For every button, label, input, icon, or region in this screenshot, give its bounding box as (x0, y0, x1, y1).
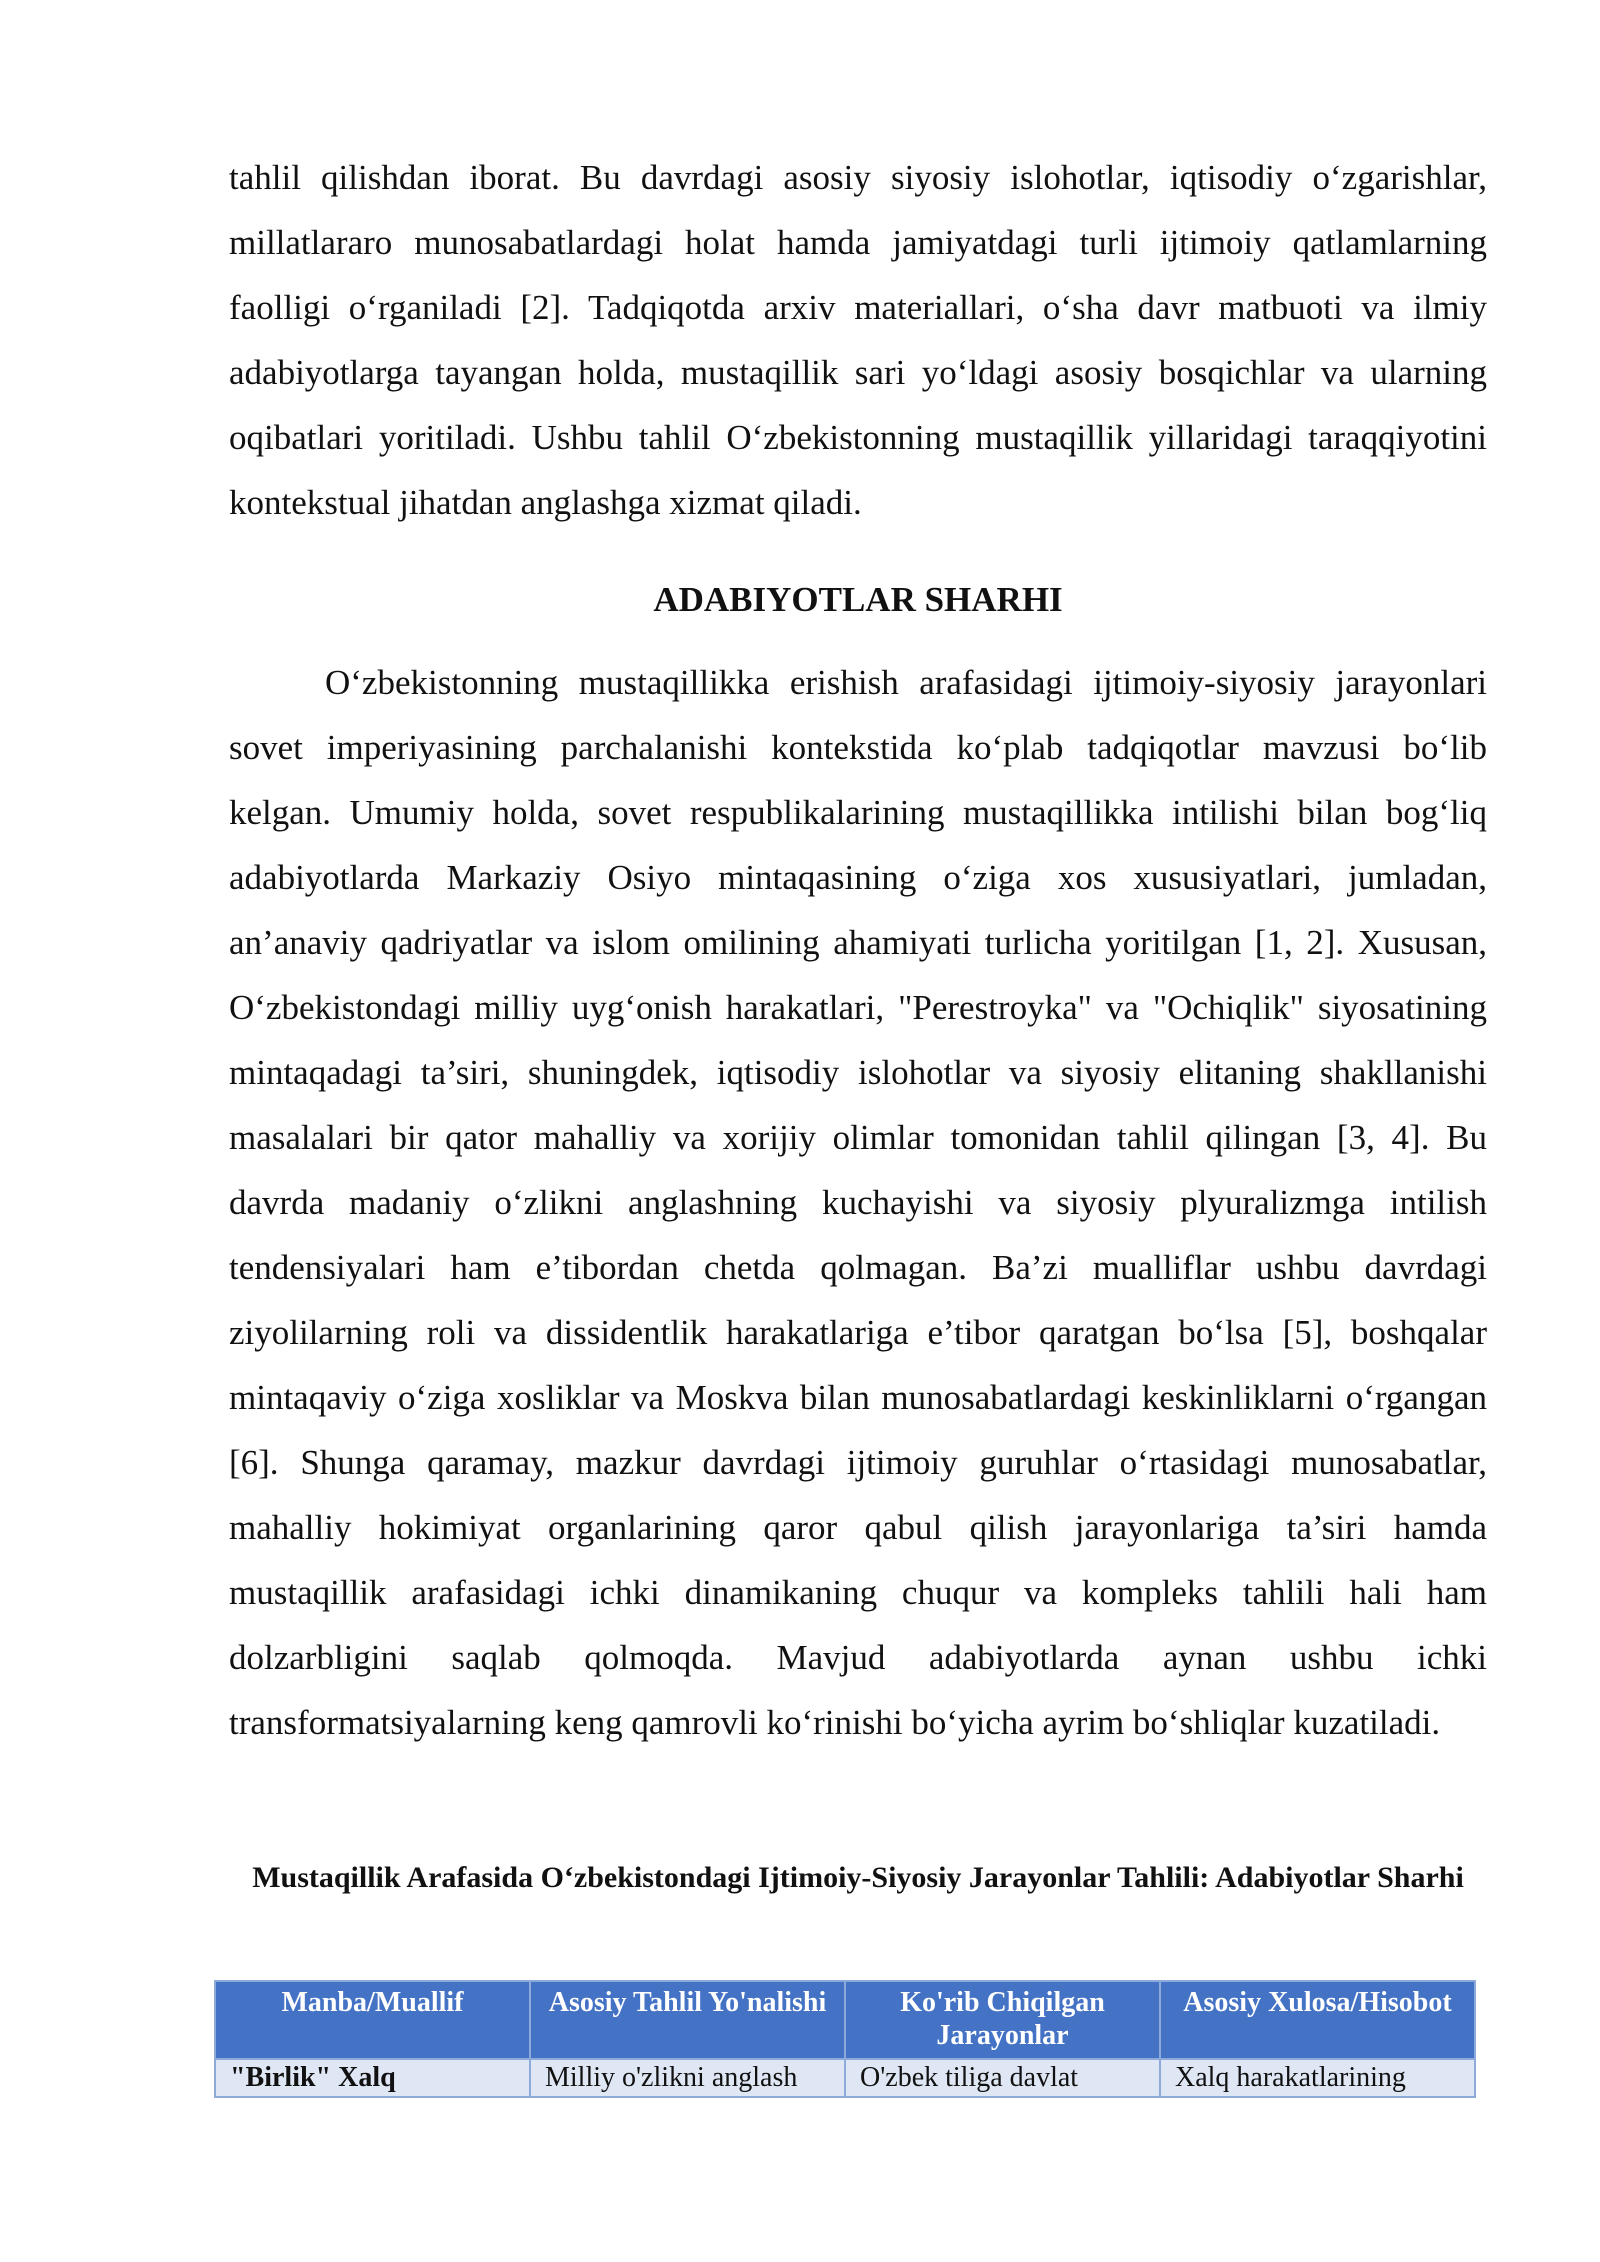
review-paragraph: Oʻzbekistonning mustaqillikka erishish arafasidagi ijtimoiy-siyosiy jarayonlari sovet imperiyasining parchalanishi kontekstida koʻplab tadqiqotlar mavzusi boʻlib kelgan. Umumiy holda, sovet respublikalarining mustaqillikka intilishi bilan bogʻliq adabiyotlarda Markaziy Osiyo mintaqasining oʻziga xos xususiyatlari, jumladan, an’anaviy qadriyatlar va islom omilining ahamiyati turlicha yoritilgan [1, 2]. Xususan, Oʻzbekistondagi milliy uygʻonish harakatlari, "Perestroyka" va "Ochiqlik" siyosatining mintaqadagi ta’siri, shuningdek, iqtisodiy islohotlar va siyosiy elitaning shakllanishi masalalari bir qator mahalliy va xorijiy olimlar tomonidan tahlil qilingan [3, 4]. Bu davrda madaniy oʻzlikni anglashning kuchayishi va siyosiy plyuralizmga intilish tendensiyalari ham e’tibordan chetda qolmagan. Ba’zi mualliflar ushbu davrdagi ziyolilarning roli va dissidentlik harakatlariga e’tibor qaratgan boʻlsa [5], boshqalar mintaqaviy oʻziga xosliklar va Moskva bilan munosabatlardagi keskinliklarni oʻrgangan [6]. Shunga qaramay, mazkur davrdagi ijtimoiy guruhlar oʻrtasidagi munosabatlar, mahalliy hokimiyat organlarining qaror qabul qilish jarayonlariga ta’siri hamda mustaqillik arafasidagi ichki dinamikaning chuqur va kompleks tahlili hali ham dolzarbligini saqlab qolmoqda. Mavjud adabiyotlarda aynan ushbu ichki transformatsiyalarning keng qamrovli koʻrinishi boʻyicha ayrim boʻshliqlar kuzatiladi. (229, 663, 1487, 1742)
table-cell: Xalq harakatlarining (1160, 2059, 1475, 2097)
header-main-analysis-direction: Asosiy Tahlil Yo'nalishi (530, 1981, 845, 2059)
header-processes-reviewed: Ko'rib Chiqilgan Jarayonlar (845, 1981, 1160, 2059)
table-header-row (215, 1981, 1475, 2059)
table-row (215, 2059, 1475, 2097)
review-paragraph-block (229, 650, 1487, 1755)
header-main-conclusion: Asosiy Xulosa/Hisobot (1160, 1981, 1475, 2059)
section-heading: ADABIYOTLAR SHARHI (653, 580, 1063, 619)
intro-paragraph-block (229, 145, 1487, 535)
table-cell: O'zbek tiliga davlat (845, 2059, 1160, 2097)
table-cell: "Birlik" Xalq (215, 2059, 530, 2097)
table-caption: Mustaqillik Arafasida Oʻzbekistondagi Ijtimoiy-Siyosiy Jarayonlar Tahlili: Adabiyotlar Sharhi (252, 1861, 1464, 1894)
header-source-author: Manba/Muallif (215, 1981, 530, 2059)
intro-paragraph: tahlil qilishdan iborat. Bu davrdagi asosiy siyosiy islohotlar, iqtisodiy oʻzgarishlar, millatlararo munosabatlardagi holat hamda jamiyatdagi turli ijtimoiy qatlamlarning faolligi oʻrganiladi [2]. Tadqiqotda arxiv materiallari, oʻsha davr matbuoti va ilmiy adabiyotlarga tayangan holda, mustaqillik sari yoʻldagi asosiy bosqichlar va ularning oqibatlari yoritiladi. Ushbu tahlil Oʻzbekistonning mustaqillik yillaridagi taraqqiyotini kontekstual jihatdan anglashga xizmat qiladi. (229, 158, 1487, 522)
literature-table (214, 1980, 1476, 2098)
table-cell: Milliy o'zlikni anglash (530, 2059, 845, 2097)
